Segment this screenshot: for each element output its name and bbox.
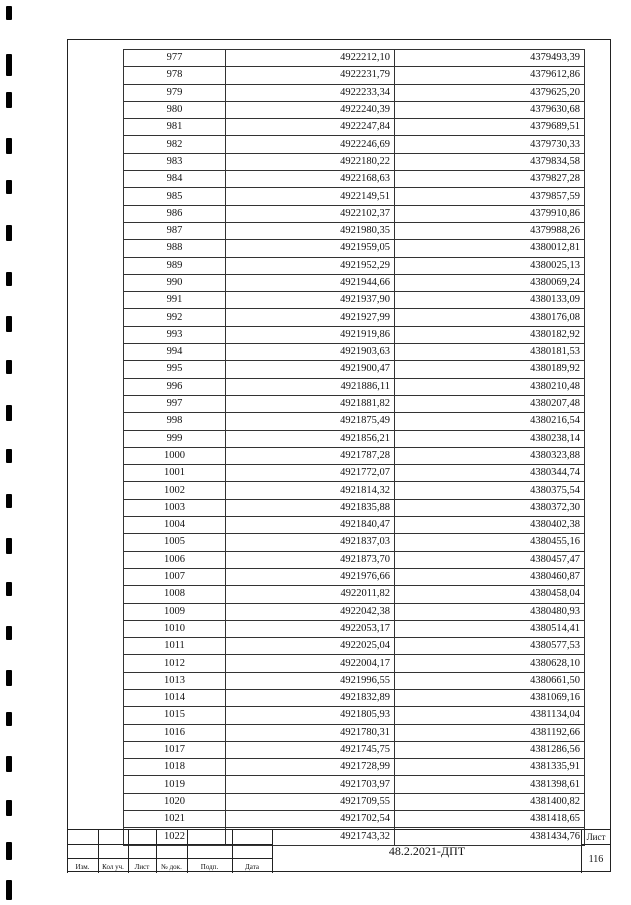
stamp-label-signature: Подп.: [200, 863, 219, 871]
table-row: [124, 551, 585, 568]
table-row: [124, 689, 585, 706]
point-number: 1017: [124, 741, 226, 758]
binding-mark: [6, 880, 12, 900]
y-coordinate: 4381400,82: [395, 793, 585, 810]
table-row: [124, 499, 585, 516]
table-row: [124, 447, 585, 464]
table-row: [124, 534, 585, 551]
y-coordinate: 4380133,09: [395, 292, 585, 309]
y-coordinate: 4379857,59: [395, 188, 585, 205]
x-coordinate: 4921873,70: [226, 551, 395, 568]
point-number: 1021: [124, 811, 226, 828]
table-row: [124, 309, 585, 326]
x-coordinate: 4921937,90: [226, 292, 395, 309]
y-coordinate: 4380069,24: [395, 274, 585, 291]
table-row: [124, 395, 585, 412]
point-number: 1015: [124, 707, 226, 724]
binding-mark: [6, 316, 12, 332]
table-row: [124, 517, 585, 534]
x-coordinate: 4922233,34: [226, 84, 395, 101]
x-coordinate: 4922246,69: [226, 136, 395, 153]
sheet-number: 116: [588, 854, 604, 865]
x-coordinate: 4921832,89: [226, 689, 395, 706]
binding-mark: [6, 449, 12, 463]
stamp-label-date: Дата: [245, 863, 259, 871]
point-number: 1013: [124, 672, 226, 689]
title-block: [67, 829, 611, 873]
point-number: 1018: [124, 759, 226, 776]
point-number: 989: [124, 257, 226, 274]
stamp-label-doc-number: № док.: [161, 863, 182, 871]
point-number: 997: [124, 395, 226, 412]
table-row: [124, 101, 585, 118]
y-coordinate: 4379910,86: [395, 205, 585, 222]
y-coordinate: 4381335,91: [395, 759, 585, 776]
point-number: 983: [124, 153, 226, 170]
point-number: 991: [124, 292, 226, 309]
table-row: [124, 620, 585, 637]
y-coordinate: 4380238,14: [395, 430, 585, 447]
table-row: [124, 205, 585, 222]
binding-mark: [6, 360, 12, 374]
point-number: 1001: [124, 465, 226, 482]
x-coordinate: 4921881,82: [226, 395, 395, 412]
point-number: 1005: [124, 534, 226, 551]
y-coordinate: 4379834,58: [395, 153, 585, 170]
point-number: 994: [124, 344, 226, 361]
y-coordinate: 4380181,53: [395, 344, 585, 361]
x-coordinate: 4921976,66: [226, 568, 395, 585]
x-coordinate: 4921772,07: [226, 465, 395, 482]
point-number: 1002: [124, 482, 226, 499]
x-coordinate: 4921837,03: [226, 534, 395, 551]
x-coordinate: 4922231,79: [226, 67, 395, 84]
y-coordinate: 4381286,56: [395, 741, 585, 758]
table-row: [124, 136, 585, 153]
y-coordinate: 4380460,87: [395, 568, 585, 585]
table-row: [124, 257, 585, 274]
y-coordinate: 4380176,08: [395, 309, 585, 326]
y-coordinate: 4380207,48: [395, 395, 585, 412]
table-row: [124, 292, 585, 309]
binding-mark: [6, 582, 12, 596]
y-coordinate: 4380455,16: [395, 534, 585, 551]
table-row: [124, 776, 585, 793]
point-number: 993: [124, 326, 226, 343]
table-row: [124, 153, 585, 170]
document-code: 48.2.2021-ДПТ: [388, 844, 466, 858]
table-row: [124, 672, 585, 689]
x-coordinate: 4921856,21: [226, 430, 395, 447]
x-coordinate: 4921814,32: [226, 482, 395, 499]
point-number: 979: [124, 84, 226, 101]
table-row: [124, 188, 585, 205]
point-number: 977: [124, 50, 226, 67]
x-coordinate: 4921952,29: [226, 257, 395, 274]
y-coordinate: 4380375,54: [395, 482, 585, 499]
x-coordinate: 4922025,04: [226, 638, 395, 655]
point-number: 984: [124, 171, 226, 188]
sheet-label: Лист: [586, 832, 606, 842]
table-row: [124, 50, 585, 67]
y-coordinate: 4380012,81: [395, 240, 585, 257]
x-coordinate: 4921900,47: [226, 361, 395, 378]
point-number: 1012: [124, 655, 226, 672]
x-coordinate: 4922004,17: [226, 655, 395, 672]
table-row: [124, 707, 585, 724]
x-coordinate: 4922240,39: [226, 101, 395, 118]
y-coordinate: 4380628,10: [395, 655, 585, 672]
table-row: [124, 326, 585, 343]
binding-mark: [6, 538, 12, 554]
x-coordinate: 4922212,10: [226, 50, 395, 67]
table-row: [124, 84, 585, 101]
x-coordinate: 4922042,38: [226, 603, 395, 620]
point-number: 995: [124, 361, 226, 378]
table-row: [124, 413, 585, 430]
binding-mark: [6, 92, 12, 108]
x-coordinate: 4922011,82: [226, 586, 395, 603]
y-coordinate: 4379630,68: [395, 101, 585, 118]
binding-mark: [6, 54, 12, 76]
point-number: 1010: [124, 620, 226, 637]
y-coordinate: 4380577,53: [395, 638, 585, 655]
table-row: [124, 586, 585, 603]
table-row: [124, 222, 585, 239]
x-coordinate: 4921959,05: [226, 240, 395, 257]
point-number: 1019: [124, 776, 226, 793]
x-coordinate: 4921875,49: [226, 413, 395, 430]
point-number: 1000: [124, 447, 226, 464]
point-number: 999: [124, 430, 226, 447]
x-coordinate: 4921944,66: [226, 274, 395, 291]
y-coordinate: 4381192,66: [395, 724, 585, 741]
y-coordinate: 4379827,28: [395, 171, 585, 188]
x-coordinate: 4922180,22: [226, 153, 395, 170]
x-coordinate: 4921703,97: [226, 776, 395, 793]
coordinates-table: [123, 49, 585, 846]
x-coordinate: 4921702,54: [226, 811, 395, 828]
y-coordinate: 4380458,04: [395, 586, 585, 603]
y-coordinate: 4380514,41: [395, 620, 585, 637]
point-number: 980: [124, 101, 226, 118]
y-coordinate: 4380372,30: [395, 499, 585, 516]
binding-mark: [6, 272, 12, 286]
table-row: [124, 240, 585, 257]
point-number: 978: [124, 67, 226, 84]
x-coordinate: 4921919,86: [226, 326, 395, 343]
table-row: [124, 482, 585, 499]
point-number: 982: [124, 136, 226, 153]
point-number: 1003: [124, 499, 226, 516]
x-coordinate: 4921709,55: [226, 793, 395, 810]
x-coordinate: 4922053,17: [226, 620, 395, 637]
table-row: [124, 171, 585, 188]
table-row: [124, 793, 585, 810]
y-coordinate: 4380323,88: [395, 447, 585, 464]
binding-mark: [6, 494, 12, 508]
point-number: 1008: [124, 586, 226, 603]
binding-mark: [6, 800, 12, 816]
y-coordinate: 4379689,51: [395, 119, 585, 136]
point-number: 1006: [124, 551, 226, 568]
point-number: 1007: [124, 568, 226, 585]
point-number: 1011: [124, 638, 226, 655]
table-row: [124, 603, 585, 620]
table-row: [124, 741, 585, 758]
table-row: [124, 638, 585, 655]
point-number: 1014: [124, 689, 226, 706]
point-number: 1004: [124, 517, 226, 534]
y-coordinate: 4381434,76: [395, 828, 585, 845]
point-number: 981: [124, 119, 226, 136]
y-coordinate: 4380025,13: [395, 257, 585, 274]
stamp-label-change: Изм.: [75, 863, 90, 871]
y-coordinate: 4381398,61: [395, 776, 585, 793]
point-number: 1022: [124, 828, 226, 845]
point-number: 985: [124, 188, 226, 205]
y-coordinate: 4379730,33: [395, 136, 585, 153]
stamp-label-count: Кол уч.: [102, 863, 124, 871]
binding-mark: [6, 6, 12, 20]
y-coordinate: 4380210,48: [395, 378, 585, 395]
point-number: 1009: [124, 603, 226, 620]
binding-mark: [6, 225, 12, 241]
x-coordinate: 4921805,93: [226, 707, 395, 724]
coordinates-table-body: [124, 50, 585, 846]
table-row: [124, 655, 585, 672]
x-coordinate: 4921996,55: [226, 672, 395, 689]
x-coordinate: 4921927,99: [226, 309, 395, 326]
binding-mark: [6, 180, 12, 194]
y-coordinate: 4380182,92: [395, 326, 585, 343]
point-number: 988: [124, 240, 226, 257]
binding-mark: [6, 626, 12, 640]
point-number: 996: [124, 378, 226, 395]
binding-mark: [6, 670, 12, 686]
x-coordinate: 4921780,31: [226, 724, 395, 741]
y-coordinate: 4380216,54: [395, 413, 585, 430]
x-coordinate: 4921980,35: [226, 222, 395, 239]
binding-mark: [6, 842, 12, 860]
binding-mark: [6, 405, 12, 421]
x-coordinate: 4922102,37: [226, 205, 395, 222]
y-coordinate: 4379625,20: [395, 84, 585, 101]
y-coordinate: 4380344,74: [395, 465, 585, 482]
table-row: [124, 378, 585, 395]
y-coordinate: 4380480,93: [395, 603, 585, 620]
x-coordinate: 4921743,32: [226, 828, 395, 845]
x-coordinate: 4921840,47: [226, 517, 395, 534]
y-coordinate: 4381418,65: [395, 811, 585, 828]
table-row: [124, 759, 585, 776]
table-row: [124, 361, 585, 378]
point-number: 987: [124, 222, 226, 239]
binding-mark: [6, 138, 12, 154]
x-coordinate: 4921835,88: [226, 499, 395, 516]
x-coordinate: 4922168,63: [226, 171, 395, 188]
y-coordinate: 4381134,04: [395, 707, 585, 724]
point-number: 990: [124, 274, 226, 291]
y-coordinate: 4380457,47: [395, 551, 585, 568]
table-row: [124, 67, 585, 84]
point-number: 998: [124, 413, 226, 430]
table-row: [124, 568, 585, 585]
table-row: [124, 119, 585, 136]
x-coordinate: 4921886,11: [226, 378, 395, 395]
table-row: [124, 724, 585, 741]
point-number: 1020: [124, 793, 226, 810]
y-coordinate: 4379493,39: [395, 50, 585, 67]
x-coordinate: 4922149,51: [226, 188, 395, 205]
x-coordinate: 4921903,63: [226, 344, 395, 361]
y-coordinate: 4379988,26: [395, 222, 585, 239]
x-coordinate: 4921745,75: [226, 741, 395, 758]
y-coordinate: 4380402,38: [395, 517, 585, 534]
x-coordinate: 4922247,84: [226, 119, 395, 136]
y-coordinate: 4380661,50: [395, 672, 585, 689]
table-row: [124, 430, 585, 447]
x-coordinate: 4921728,99: [226, 759, 395, 776]
table-row: [124, 344, 585, 361]
point-number: 1016: [124, 724, 226, 741]
binding-mark: [6, 756, 12, 772]
binding-mark: [6, 712, 12, 726]
point-number: 986: [124, 205, 226, 222]
table-row: [124, 274, 585, 291]
stamp-label-sheet: Лист: [134, 863, 150, 871]
y-coordinate: 4380189,92: [395, 361, 585, 378]
y-coordinate: 4379612,86: [395, 67, 585, 84]
point-number: 992: [124, 309, 226, 326]
table-row: [124, 465, 585, 482]
y-coordinate: 4381069,16: [395, 689, 585, 706]
x-coordinate: 4921787,28: [226, 447, 395, 464]
table-row: [124, 811, 585, 828]
